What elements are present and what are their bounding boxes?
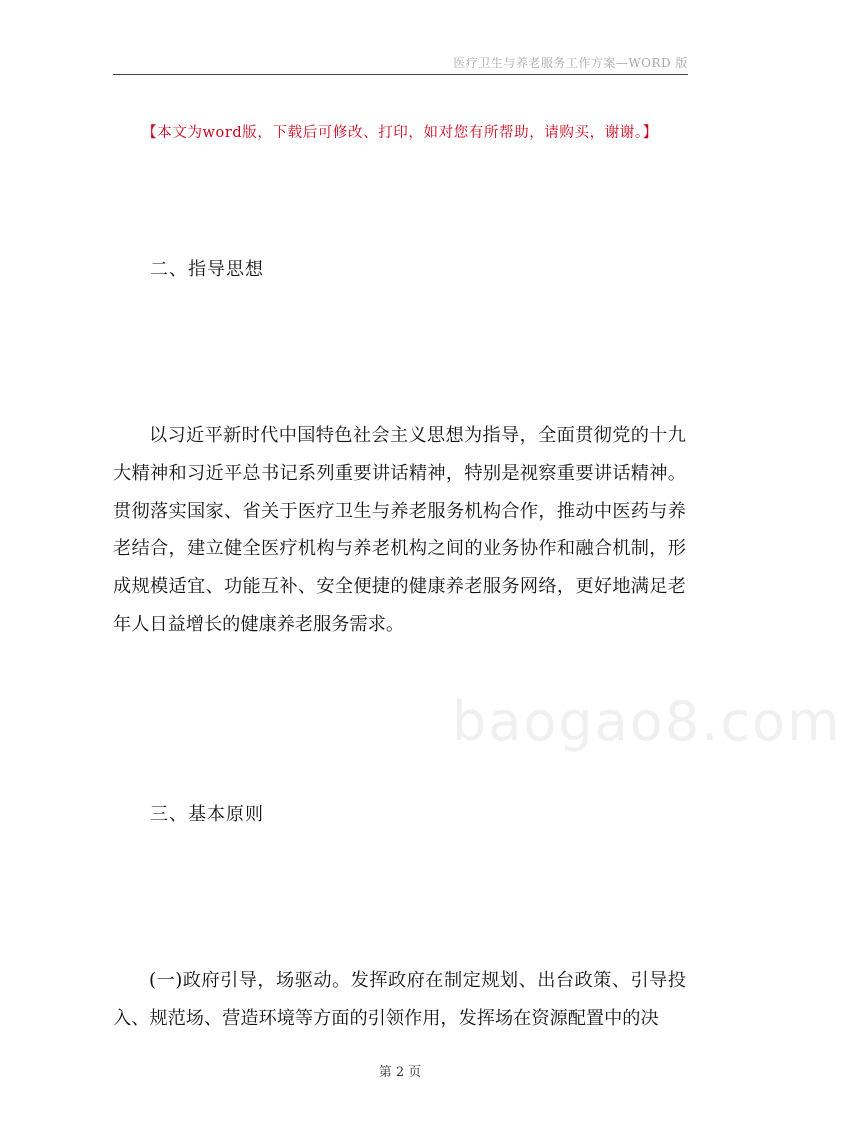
header-title: 医疗卫生与养老服务工作方案—WORD 版	[453, 56, 688, 70]
purchase-notice: 【本文为word版，下载后可修改、打印，如对您有所帮助，请购买，谢谢。】	[142, 125, 658, 141]
header-divider	[113, 74, 688, 75]
site-watermark: baogao8.com	[452, 690, 842, 753]
page-number: 第 2 页	[378, 1065, 422, 1080]
section-heading-basic-principles: 三、基本原则	[150, 804, 264, 825]
section-paragraph-guiding-ideology: 以习近平新时代中国特色社会主义思想为指导，全面贯彻党的十九大精神和习近平总书记系列重要讲话精神，特别是视察重要讲话精神。贯彻落实国家、省关于医疗卫生与养老服务机构合作，推动中医药与养老结合，建立健全医疗机构与养老机构之间的业务协作和融合机制，形成规模适宜、功能互补、安全便捷的健康养老服务网络，更好地满足老年人日益增长的健康养老服务需求。	[113, 425, 686, 635]
section-paragraph-basic-principles: (一)政府引导，场驱动。发挥政府在制定规划、出台政策、引导投入、规范场、营造环境等方面的引领作用，发挥场在资源配置中的决	[113, 970, 686, 1029]
section-heading-guiding-ideology: 二、指导思想	[150, 259, 264, 280]
